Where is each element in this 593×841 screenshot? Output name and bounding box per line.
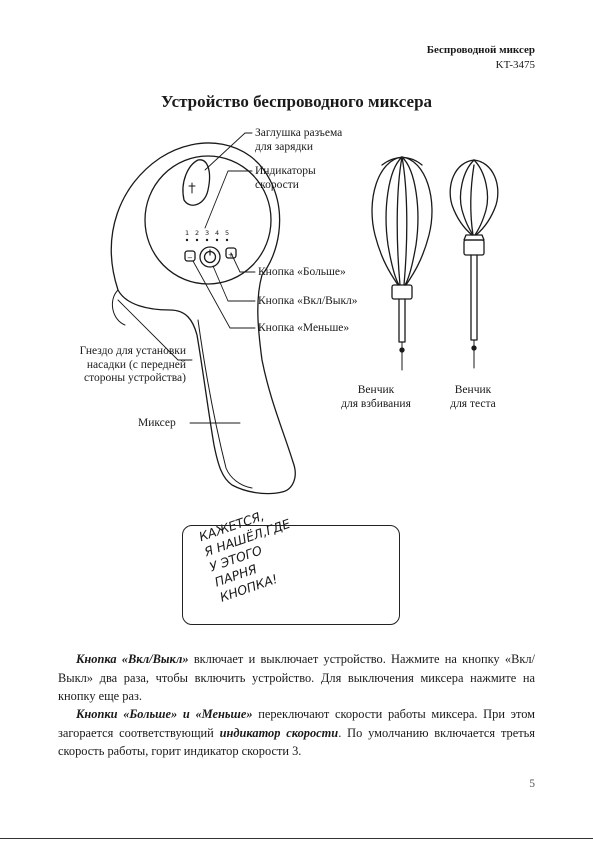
label-whisk-dough: Венчик для теста xyxy=(450,384,496,410)
speed-number-4: 4 xyxy=(215,229,220,237)
speed-number-3: 3 xyxy=(205,229,210,237)
comic-speech-text: КАЖЕТСЯ, Я НАШЁЛ,ГДЕ У ЭТОГО ПАРНЯ КНОПКА! xyxy=(197,507,293,605)
header-model-number: KT-3475 xyxy=(495,59,535,71)
speed-number-2: 2 xyxy=(195,229,200,237)
label-mixer: Миксер xyxy=(138,417,176,429)
svg-text:−: − xyxy=(187,254,193,262)
svg-text:+: + xyxy=(228,251,234,259)
paragraph-speed-buttons xyxy=(58,705,535,761)
label-power-button: Кнопка «Вкл/Выкл» xyxy=(258,295,358,307)
paragraph-speed-buttons-text-b: . По умолчанию включается третья скорость работы, горит индикатор скорости 3. xyxy=(58,725,535,758)
bottom-rule xyxy=(0,838,593,839)
charging-plug-cap xyxy=(183,160,210,205)
whisk-dough-shape xyxy=(450,160,498,368)
header-product-name: Беспроводной миксер xyxy=(426,44,535,56)
speed-number-1: 1 xyxy=(185,229,190,237)
page-number: 5 xyxy=(529,778,535,790)
paragraph-speed-buttons-text-a: переключают скорости работы миксера. При этом загорается соответствующий xyxy=(58,707,536,740)
label-attachment-socket: Гнездо для установки насадки (с передней стороны устройства) xyxy=(79,345,186,384)
more-button-shape xyxy=(226,248,236,258)
mixer-control-panel xyxy=(145,156,271,284)
speed-indicators xyxy=(185,229,234,262)
paragraph-speed-indicator-term: индикатор скорости xyxy=(219,725,339,740)
whisk-beating-shape xyxy=(372,157,432,370)
mixer-body-outline xyxy=(111,143,295,494)
label-whisk-beating: Венчик для взбивания xyxy=(341,384,411,410)
less-button-shape xyxy=(185,251,195,261)
paragraph-power-button-text: включает и выключает устройство. Нажмите на кнопку «Вкл/Выкл» два раза, чтобы включить устройство. Для выключения миксера нажмите на кнопку еще раз. xyxy=(58,652,536,703)
paragraph-power-button xyxy=(58,650,535,706)
label-charging-plug: Заглушка разъема для зарядки xyxy=(255,127,343,153)
page-title: Устройство беспроводного миксера xyxy=(160,92,433,111)
label-less-button: Кнопка «Меньше» xyxy=(258,322,350,334)
paragraph-power-button-term: Кнопка «Вкл/Выкл» xyxy=(76,652,189,666)
label-more-button: Кнопка «Больше» xyxy=(258,266,346,278)
power-button-ring xyxy=(200,247,220,267)
paragraph-speed-buttons-term: Кнопки «Больше» и «Меньше» xyxy=(76,707,253,721)
label-speed-indicators: Индикаторы скорости xyxy=(255,165,316,191)
speed-number-5: 5 xyxy=(225,229,230,237)
